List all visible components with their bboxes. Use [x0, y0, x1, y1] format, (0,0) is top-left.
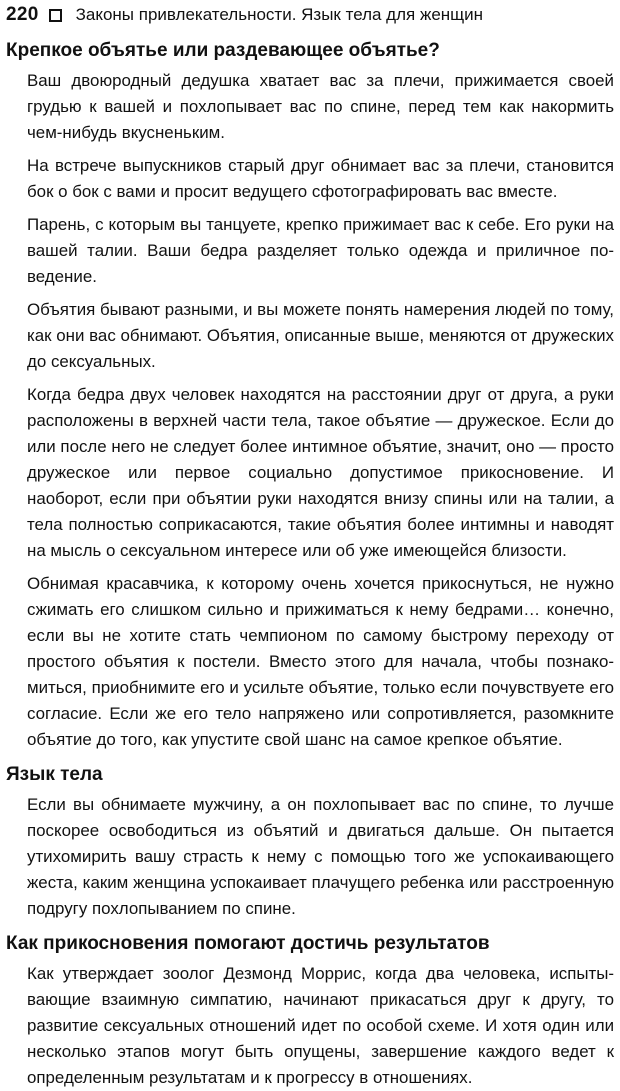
paragraph: На встрече выпускников старый друг обнимает вас за плечи, становится бок о бок с вами и просит ведущего сфотографировать вас вместе. — [27, 156, 614, 201]
checkbox-square-icon — [49, 9, 62, 22]
paragraph: Как утверждает зоолог Дезмонд Моррис, когда два человека, испытывающие взаимную симпатию, начинают прикасаться друг к другу, то развитие сексуальных отношений идет по особой схеме. И хотя один или несколько этапов могут быть опущены, завершение каждого ведет к определенным результатам и к прогрессу в отношениях. — [27, 964, 614, 1087]
section-hug-types — [6, 38, 614, 753]
paragraph: Когда бедра двух человек находятся на расстоянии друг от друга, а руки расположены в верхней части тела, такое объятие — дружеское. Если до или после него не следует более интимное объятие, значит, оно — просто дружеское или первое социально допустимое прикосновение. И наоборот, если при объятии руки находятся внизу спины или на талии, а тела полностью соприкасаются, такие объятия более интимны и наводят на мысль о сексуальном интересе или об уже имеющейся близости. — [27, 385, 614, 560]
section-heading: Крепкое объятье или раздевающее объятье? — [6, 40, 440, 61]
section-heading: Язык тела — [6, 764, 103, 785]
section-heading: Как прикосновения помогают достичь результатов — [6, 933, 490, 954]
section-body-language — [6, 762, 614, 922]
paragraph: Обнимая красавчика, к которому очень хочется прикоснуться, не нужно сжимать его слишком сильно и прижиматься к нему бедрами… конечно, если вы не хотите стать чемпионом по самому быстрому переходу от простого объятия к постели. Вместо этого для начала, чтобы познакомиться, приобнимите его и усильте объятие, только если почувствуете его согласие. Если же его тело напряжено или сопротивляется, разомкните объятие до того, как упустите свой шанс на самое крепкое объятие. — [27, 574, 614, 749]
running-header — [6, 0, 614, 30]
section-touch-results — [6, 931, 614, 1091]
page-number: 220 — [6, 4, 39, 25]
paragraph: Если вы обнимаете мужчину, а он похлопывает вас по спине, то лучше поскорее освободиться из объятий и двигаться дальше. Он пытается утихомирить вашу страсть к нему с помощью того же успокаивающего жеста, каким женщина успокаивает плачущего ребенка или расстроенную подругу похлопыванием по спине. — [27, 795, 614, 918]
paragraph: Парень, с которым вы танцуете, крепко прижимает вас к себе. Его руки на вашей талии. Ваши бедра разделяет только одежда и приличное поведение. — [27, 215, 614, 286]
running-title: Законы привлекательности. Язык тела для женщин — [75, 5, 484, 24]
paragraph: Ваш двоюродный дедушка хватает вас за плечи, прижимается своей грудью к вашей и похлопывает вас по спине, перед тем как накормить чем-нибудь вкусненьким. — [27, 71, 614, 142]
paragraph: Объятия бывают разными, и вы можете понять намерения людей по тому, как они вас обнимают. Объятия, описанные выше, меняются от дружеских до сексуальных. — [27, 300, 614, 371]
